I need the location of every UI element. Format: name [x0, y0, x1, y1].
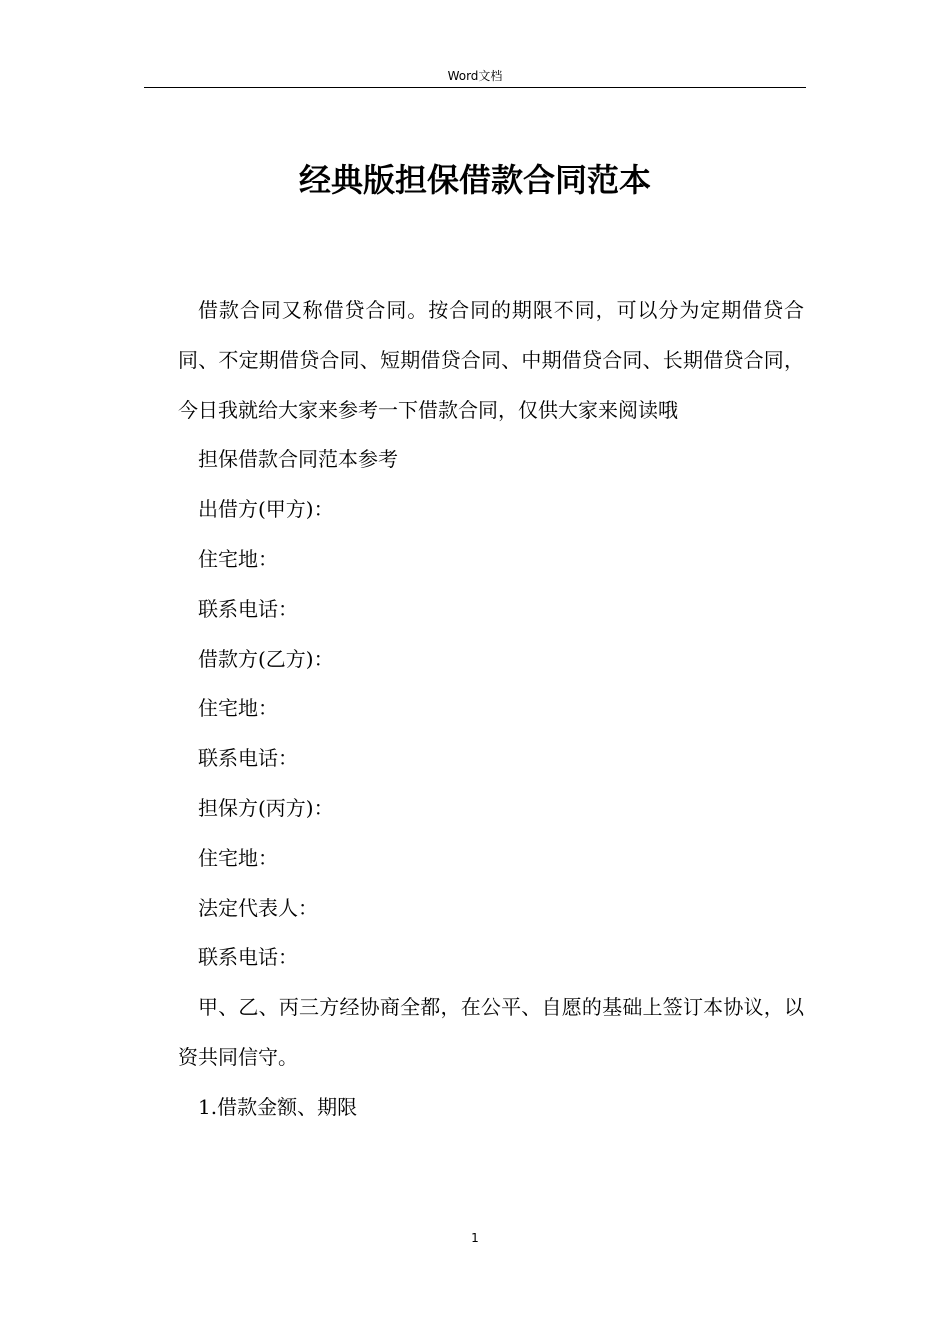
guarantor-representative-line: 法定代表人： [198, 895, 318, 920]
lender-party-line: 出借方(甲方)： [198, 497, 334, 522]
section-heading-reference: 担保借款合同范本参考 [198, 447, 398, 472]
lender-phone-line: 联系电话： [198, 596, 298, 621]
document-body [178, 286, 804, 1133]
page-number: 1 [471, 1231, 479, 1245]
lender-address-line: 住宅地： [198, 546, 278, 571]
borrower-party-line: 借款方(乙方)： [198, 646, 334, 671]
document-title: 经典版担保借款合同范本 [298, 161, 651, 199]
guarantor-phone-line: 联系电话： [198, 945, 298, 970]
guarantor-address-line: 住宅地： [198, 845, 278, 870]
guarantor-party-line: 担保方(丙方)： [198, 795, 334, 820]
header-divider [144, 87, 806, 88]
clause-heading-1: 1.借款金额、期限 [198, 1094, 358, 1119]
borrower-address-line: 住宅地： [198, 696, 278, 721]
agreement-paragraph: 甲、乙、丙三方经协商全都，在公平、自愿的基础上签订本协议，以资共同信守。 [178, 995, 804, 1069]
intro-paragraph: 借款合同又称借贷合同。按合同的期限不同，可以分为定期借贷合同、不定期借贷合同、短期借贷合同、中期借贷合同、长期借贷合同，今日我就给大家来参考一下借款合同，仅供大家来阅读哦 [178, 298, 804, 422]
page-header-label: Word文档 [447, 69, 503, 83]
borrower-phone-line: 联系电话： [198, 746, 298, 771]
